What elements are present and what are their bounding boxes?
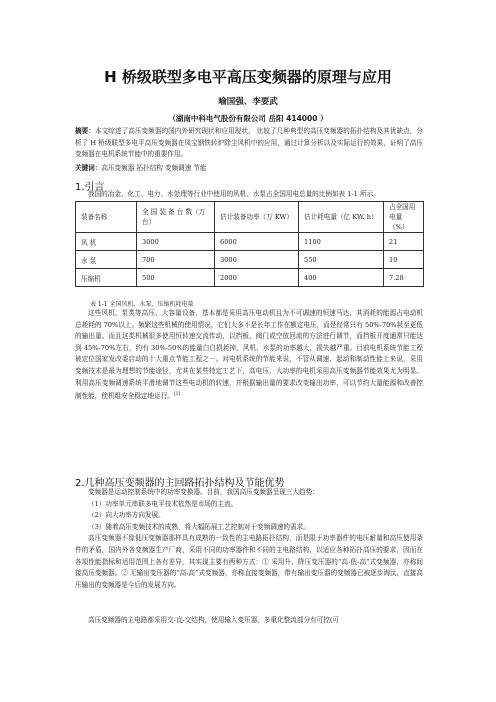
table-cell: 10 [384, 251, 424, 269]
table-cell: 700 [137, 251, 215, 269]
section-1-body [75, 308, 423, 403]
keywords [75, 163, 423, 175]
section-1-body-text: 这些风机、泵类等高压、大容量设备，基本都是采用高压电动机且为不可调速的恒速马达，其消耗的能源占电动机总耗耗的 70%以上。频繁这些机械的使用情况，它们大多不是长年工作在额定电压，而是经常只有 50%-70%甚至更低的输出量。而且这类机械很多使用恒转速交流传动，以挡板、阀门或空放回流的方法进行调节，而挡板开度通常只能达到 45%-70%左右，约有 30%-50%的能量白白损耗掉，风机、水泵的功率越大，损失越严重。目前电机系统节能工程被定位国家发改委启动的十大重点节能工程之一。对电机系统的节能来说，不管从调速、起动和制动性能上来说，采用变频技术是最为理想的节能途径，尤其在某些特定工艺下，高电压、大功率的电机采用高压变频器节能效果尤为明显。利用高压变频调速系统平滑地调节这些电动机的转速，并根据输出量的要求改变输出功率，可以节约大量能源和改善控制性能，使机组安全稳定地运行。 [75, 309, 423, 401]
section-2-intro: 变频器是运动控制系统中的功率变换器。目前，我国高压变频器呈现三大趋势： [88, 488, 319, 496]
table-cell: 400 [299, 269, 384, 287]
paper-title: H 桥级联型多电平高压变频器的原理与应用 [104, 68, 392, 86]
table-header-cell: 估计耗电量（亿 KW. h） [299, 202, 384, 233]
table-cell: 3000 [215, 251, 299, 269]
table-row [76, 233, 424, 251]
section-2-heading: 2.几种高压变频器的主回路拓扑结构及节能优势 [75, 478, 285, 489]
abstract-label: 摘要： [75, 127, 95, 135]
table-row [76, 251, 424, 269]
table-header-cell: 全 国 装 备 台 数（万台） [137, 202, 215, 233]
section-1-intro: 我国的冶金、化工、电力、水处理等行业中使用的风机、水泵占全国用电总量的比例如表 1-1 所示。 [88, 190, 380, 198]
keywords-text: 高压变频器 拓扑结构 变频调速 节能 [101, 164, 207, 172]
table-cell: 550 [299, 251, 384, 269]
table-cell: 2000 [215, 269, 299, 287]
table-cell: 500 [137, 269, 215, 287]
table-cell: 3000 [137, 233, 215, 251]
affiliation: （湖南中科电气股份有限公司 岳阳 414000 ） [168, 114, 328, 123]
table-cell: 6000 [215, 233, 299, 251]
table-cell: 风 机 [76, 233, 137, 251]
table-cell: 水 泵 [76, 251, 137, 269]
power-consumption-table [75, 201, 424, 287]
table-header-row [76, 202, 424, 233]
table-cell: 21 [384, 233, 424, 251]
table-cell: 1100 [299, 233, 384, 251]
abstract-text: 本文综述了高压变频器的国内外研究现状和应用现状， 比较了几种典型的高压变频器的拓扑结构及其优缺点，分析了 H 桥级联型多电平高压变频器在凤宝钢铁转炉除尘风机中的应用，通过计算分析以及实际运行的效果，证明了高压变频器在电机系统节能中的重要作用。 [75, 127, 424, 159]
authors: 喻国强、李要武 [218, 97, 278, 107]
table-row [76, 269, 424, 287]
table-cell: 压缩机 [76, 269, 137, 287]
table-cell: 7.28 [384, 269, 424, 287]
section-2-body: 高压变频器不像低压变频器那样具有成熟的一致性的主电路拓扑结构，而是限于功率器件的电压耐量和高压使用条件的矛盾，国内外各变频器生产厂商，采用不同的功率器件和不同的主电路结构，以适应各种拓扑高压的要求，因而在各项性能指标和适用范围上各有差异，其实现主要有两种方式：① 采用升、降压变压器的“高-低-高”式变频器，亦称间接高压变频器。② 无输出变压器的“高-高”式变频器，亦称直接变频器，带有输出变压器的变频器已被逐步淘汰，直接高压输出的变频器是今后的发展方向。 [75, 534, 423, 589]
keywords-label: 关键词： [75, 164, 102, 172]
section-2-last-line: 高压变频器的主电路都采用交-直-交结构，使用输入变压器，多重化整流部分有可控(可 [88, 616, 339, 624]
list-item: （1）功率单元串联多电平技术依然是市场的主流。 [88, 499, 238, 508]
reference-marker: [1] [173, 392, 181, 398]
table-header-cell: 估计装备功率（万 KW） [215, 202, 299, 233]
list-item: （2）向大功率方向发展。 [88, 511, 165, 520]
list-item: （3）随着高压变频技术的成熟，将大幅拓展工艺控制对于变频调速的需求。 [88, 522, 310, 531]
table-header-cell: 占全国用电量（%） [384, 202, 424, 233]
table-caption: 表 1-1 全国风机、水泵、压缩机耗电量 [90, 301, 194, 308]
table-header-cell: 装备名称 [76, 202, 137, 233]
section-1-heading: 1.引言 [75, 182, 105, 193]
abstract [75, 126, 423, 161]
